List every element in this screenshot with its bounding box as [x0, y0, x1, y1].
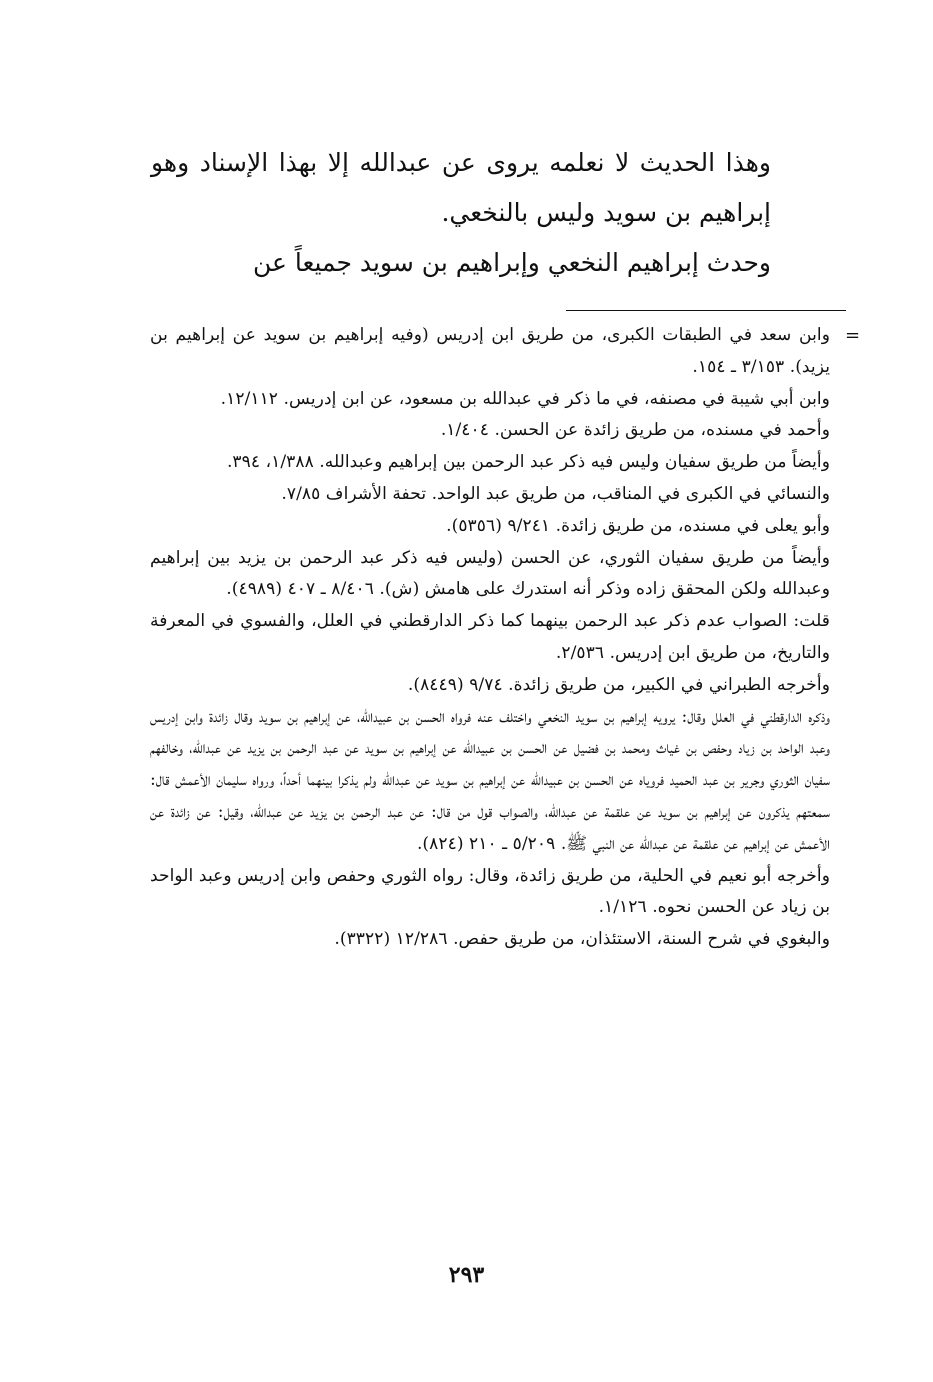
footnote-continuation-marker: = — [845, 325, 861, 346]
footnote-entry: والبغوي في شرح السنة، الاستئذان، من طريق حفص. ١٢/٢٨٦ (٣٣٢٢). — [334, 929, 830, 950]
footnote-entry: وأحمد في مسنده، من طريق زائدة عن الحسن. ١/٤٠٤. — [440, 420, 830, 441]
footnote-entry: وذكره الدارقطني في العلل وقال: يرويه إبراهيم بن سويد النخعي واختلف عنه فرواه الحسن بن عبيدالله، عن إبراهيم بن سويد وقال زائدة وابن إدريس وعبد الواحد بن زياد وحفص بن غياث ومحمد بن فضيل عن الحسن بن عبيدالله عن إبراهيم بن سويد عن عبد الرحمن بن يزيد عن عبدالله، وخالفهم سفيان الثوري وجرير بن عبد الحميد فروياه عن الحسن بن عبيدالله عن إبراهيم بن سويد عن عبدالله ولم يذكرا بينهما أحداً، ورواه سليمان الأعمش قال: سمعتهم يذكرون عن إبراهيم بن سويد عن علقمة عن عبدالله، والصواب قول من قال: عن عبد الرحمن بن يزيد عن عبدالله، وقيل: عن زائدة عن الأعمش عن إبراهيم عن علقمة عن عبدالله عن النبي ﷺ. ٥/٢٠٩ ـ ٢١٠ (٨٢٤). — [150, 706, 830, 854]
footnote-entry: وأبو يعلى في مسنده، من طريق زائدة. ٩/٢٤١ (٥٣٥٦). — [446, 515, 830, 536]
footnote-entry: وأيضاً من طريق سفيان وليس فيه ذكر عبد الرحمن بين إبراهيم وعبدالله. ١/٣٨٨، ٣٩٤. — [226, 452, 830, 473]
page-number: ٢٩٣ — [448, 1262, 485, 1288]
main-text — [151, 138, 771, 288]
footnote-entry: وابن أبي شيبة في مصنفه، في ما ذكر في عبدالله بن مسعود، عن ابن إدريس. ١٢/١١٢. — [220, 388, 830, 409]
footnotes — [150, 320, 830, 956]
footnote-entry: وأخرجه أبو نعيم في الحلية، من طريق زائدة، وقال: رواه الثوري وحفص وابن إدريس وعبد الواحد بن زياد عن الحسن نحوه. ١/١٢٦. — [150, 865, 830, 918]
footnote-entry: وابن سعد في الطبقات الكبرى، من طريق ابن إدريس (وفيه إبراهيم بن سويد عن إبراهيم بن يزيد). ٣/١٥٣ ـ ١٥٤. — [150, 325, 830, 377]
footnote-entry: والنسائي في الكبرى في المناقب، من طريق عبد الواحد. تحفة الأشراف ٧/٨٥. — [281, 483, 830, 504]
footnote-entry: قلت: الصواب عدم ذكر عبد الرحمن بينهما كما ذكر الدارقطني في العلل، والفسوي في المعرفة والتاريخ، من طريق ابن إدريس. ٢/٥٣٦. — [150, 611, 830, 663]
main-paragraph: وحدث إبراهيم النخعي وإبراهيم بن سويد جميعاً عن — [252, 248, 771, 277]
footnote-divider — [566, 310, 846, 311]
footnote-entry: وأيضاً من طريق سفيان الثوري، عن الحسن (وليس فيه ذكر عبد الرحمن بن يزيد بين إبراهيم وعبدالله ولكن المحقق زاده وذكر أنه استدرك على هامش (ش). ٨/٤٠٦ ـ ٤٠٧ (٤٩٨٩). — [150, 547, 830, 600]
main-paragraph: وهذا الحديث لا نعلمه يروى عن عبدالله إلا بهذا الإسناد وهو إبراهيم بن سويد وليس بالنخعي. — [151, 148, 771, 227]
footnote-entry: وأخرجه الطبراني في الكبير، من طريق زائدة. ٩/٧٤ (٨٤٤٩). — [407, 674, 830, 695]
